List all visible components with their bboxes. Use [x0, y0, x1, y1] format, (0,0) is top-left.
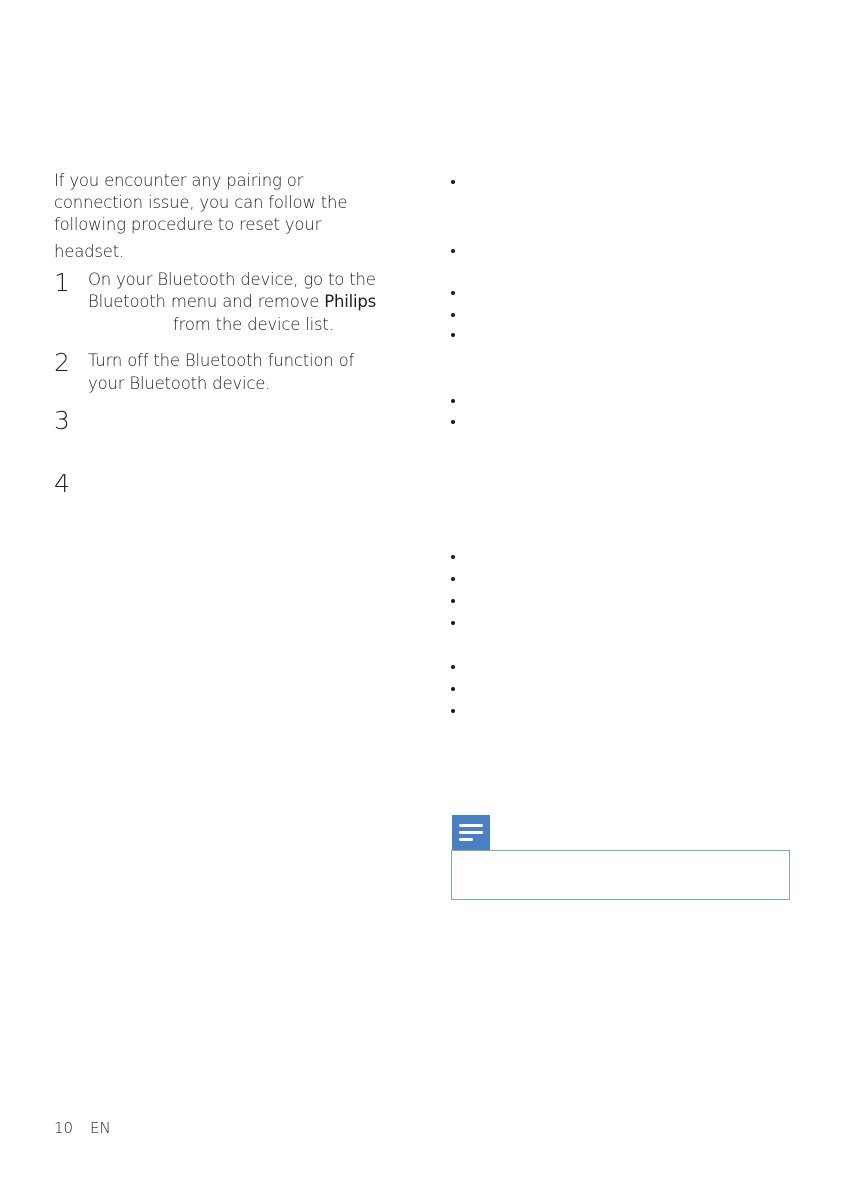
- note-icon-line: [459, 831, 483, 834]
- intro-line: following procedure to reset your: [54, 215, 322, 234]
- bullet-marker: [451, 621, 455, 625]
- note-box: [451, 850, 790, 900]
- bullet-marker: [451, 709, 455, 713]
- language-code: EN: [90, 1119, 111, 1137]
- bullet-marker: [451, 399, 455, 403]
- page-number: 10: [54, 1119, 74, 1137]
- step-number: 3: [54, 406, 70, 435]
- step-number: 1: [54, 268, 70, 297]
- step-number: 4: [54, 469, 70, 498]
- bullet-marker: [451, 555, 455, 559]
- intro-line: headset.: [54, 242, 125, 261]
- note-icon-line: [459, 838, 473, 841]
- note-icon: [452, 815, 490, 850]
- step-text: Turn off the Bluetooth function of: [88, 351, 355, 370]
- step-number: 2: [54, 348, 70, 377]
- bullet-marker: [451, 420, 455, 424]
- note-icon-line: [459, 824, 483, 827]
- bullet-marker: [451, 599, 455, 603]
- step-text: [88, 292, 376, 311]
- intro-line: connection issue, you can follow the: [54, 193, 348, 212]
- bullet-marker: [451, 313, 455, 317]
- bullet-marker: [451, 249, 455, 253]
- bullet-marker: [451, 333, 455, 337]
- bullet-marker: [451, 291, 455, 295]
- step-text: from the device list.: [173, 315, 334, 334]
- brand-name: Philips: [324, 292, 377, 311]
- bullet-marker: [451, 687, 455, 691]
- step-text: your Bluetooth device.: [88, 374, 271, 393]
- intro-line: If you encounter any pairing or: [54, 171, 304, 190]
- bullet-marker: [451, 180, 455, 184]
- step-text-part: Bluetooth menu and remove: [88, 292, 325, 311]
- step-text: On your Bluetooth device, go to the: [88, 270, 376, 289]
- bullet-marker: [451, 577, 455, 581]
- bullet-marker: [451, 665, 455, 669]
